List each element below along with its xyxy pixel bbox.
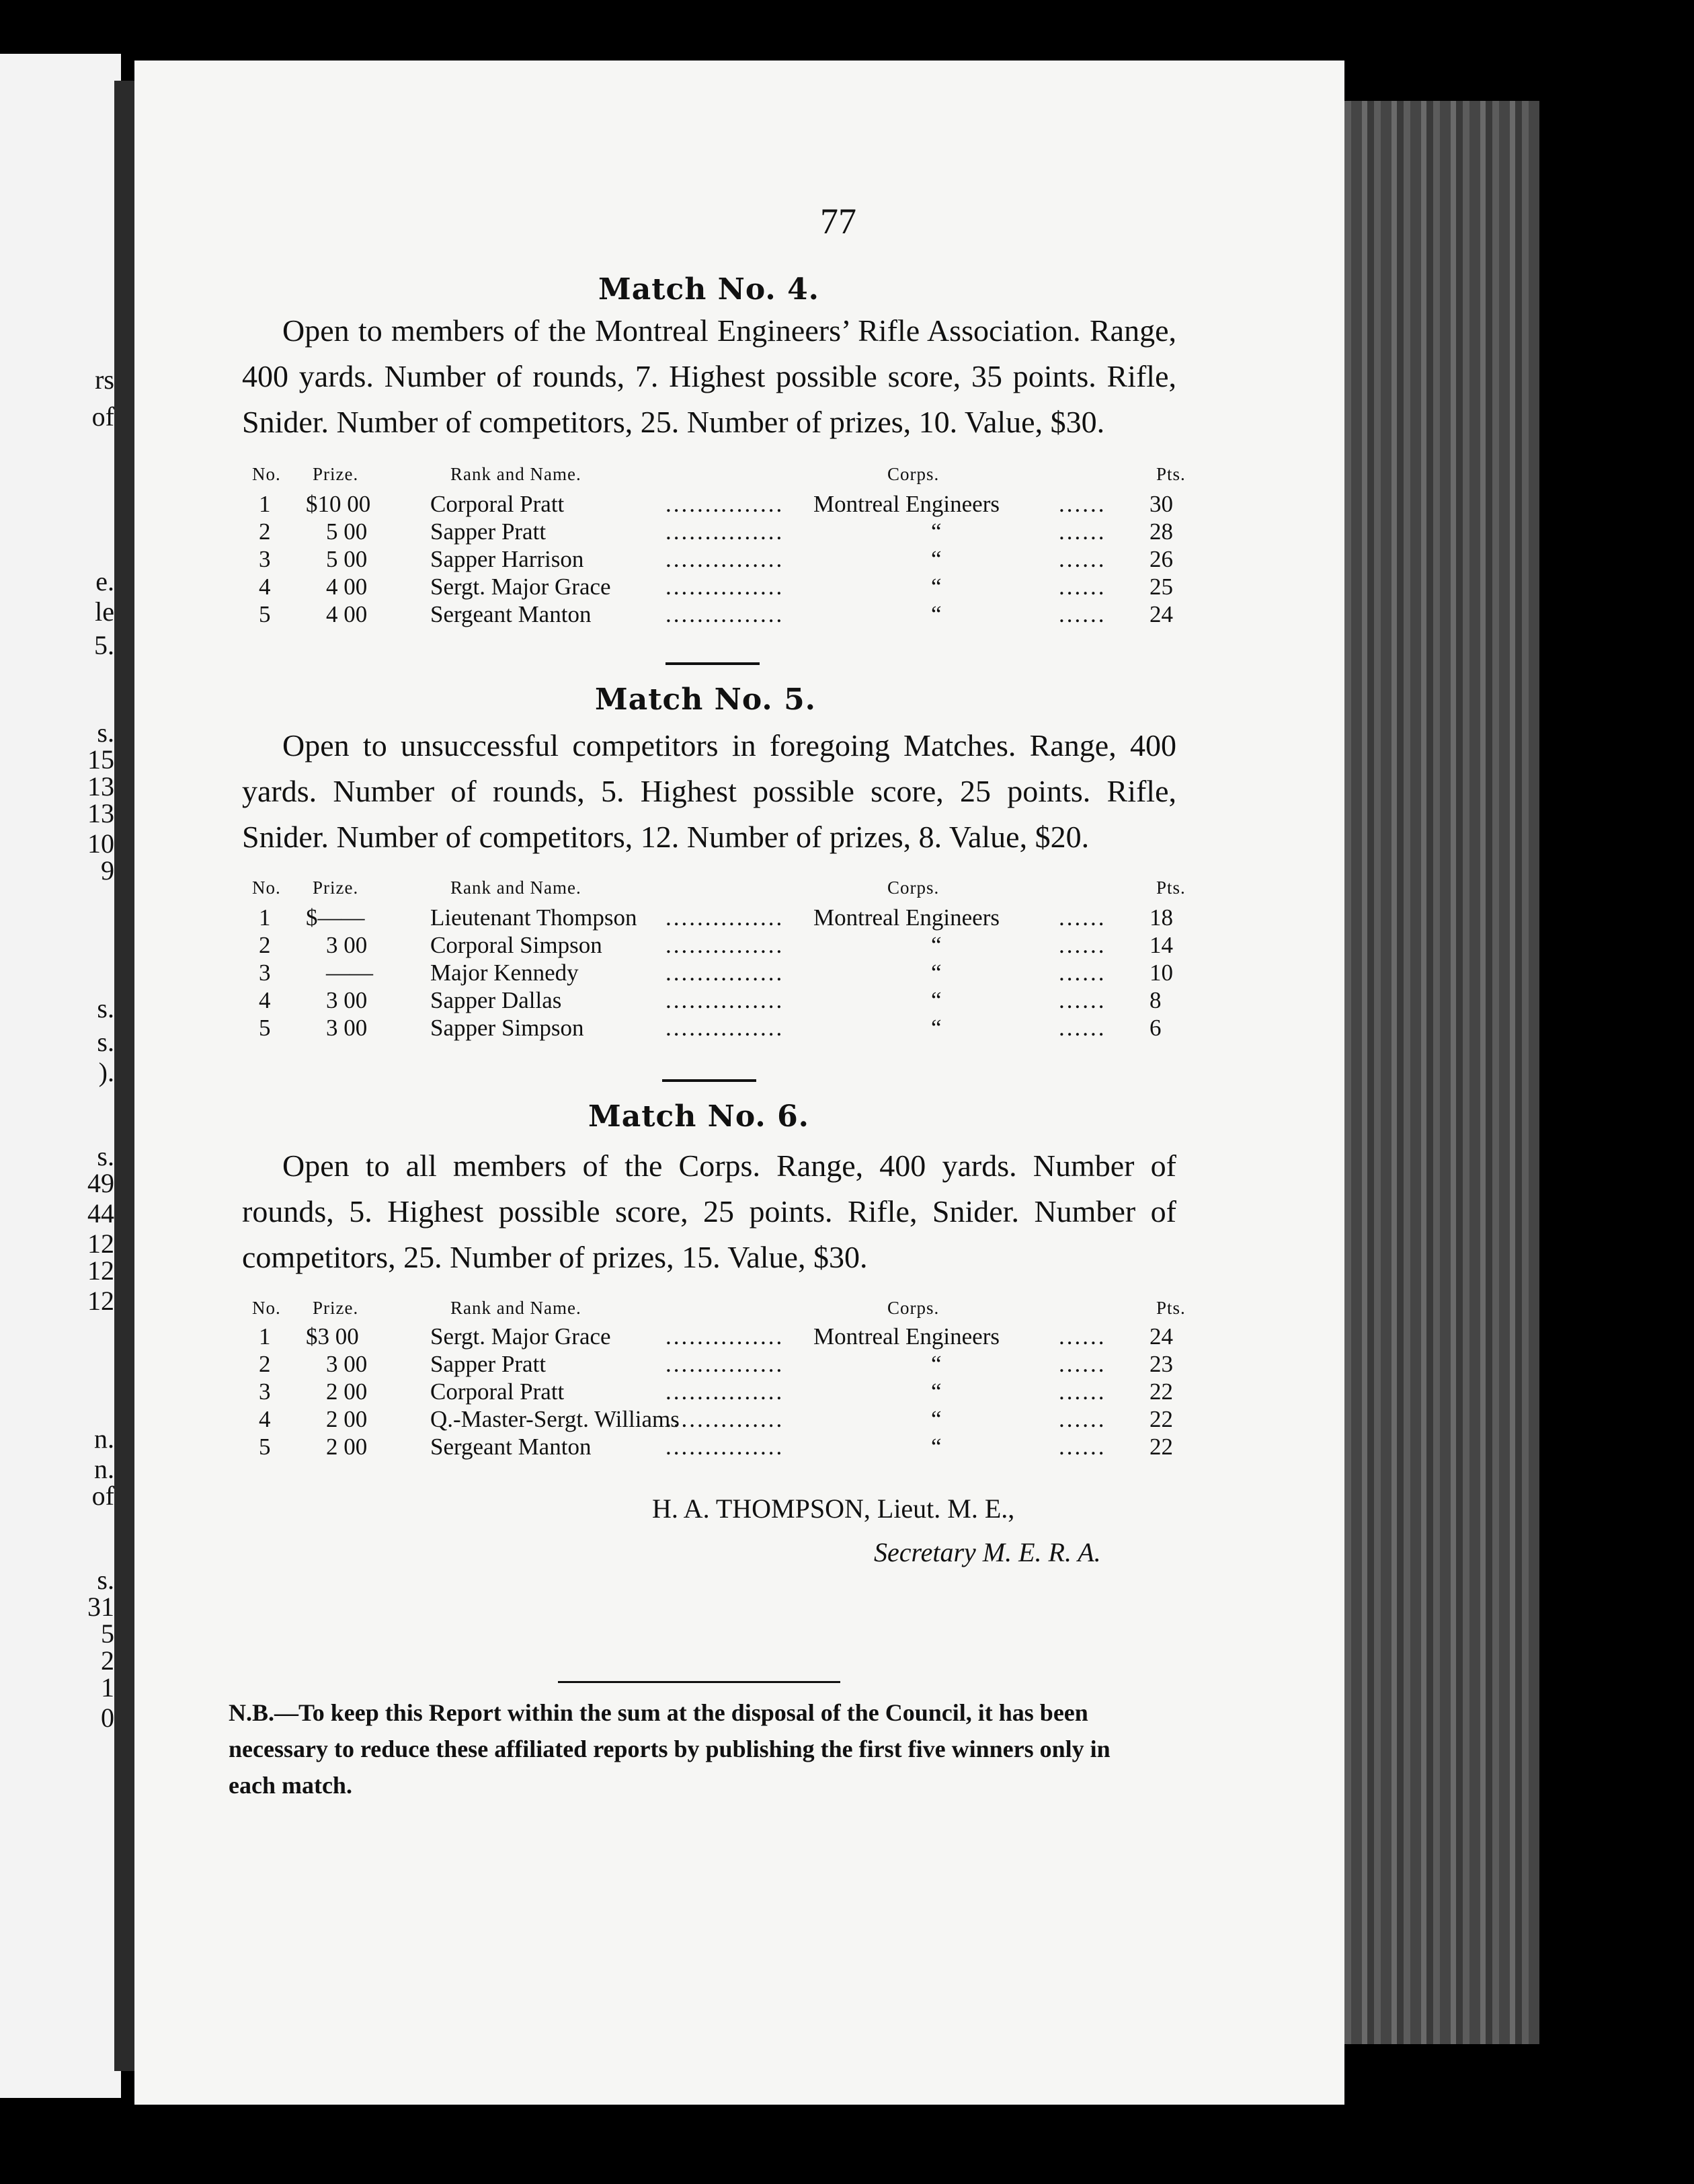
leader-dots: ............... (666, 960, 784, 986)
row-no: 5 (259, 601, 271, 627)
row-name: Sergt. Major Grace (430, 574, 611, 600)
row-corps: “ (931, 1406, 942, 1432)
leader-dots: ............... (666, 491, 784, 517)
facing-page-fragment: e. (95, 566, 114, 596)
row-prize: $—— (306, 904, 365, 931)
match-description: Open to all members of the Corps. Range, 400 yards. Number of rounds, 5. Highest possible score, 25 points. Rifle, Snider. Number of competitors, 25. Number of prizes, 15. Value, $30. (242, 1148, 1176, 1274)
row-no: 2 (259, 1351, 271, 1377)
facing-page-fragment: 12 (87, 1255, 114, 1286)
row-corps: “ (931, 960, 942, 986)
match-description: Open to unsuccessful competitors in foregoing Matches. Range, 400 yards. Number of rounds, 5. Highest possible score, 25 points. Rifle, Snider. Number of competitors, 12. Number of prizes, 8. Value, $20. (242, 728, 1176, 854)
row-corps: “ (931, 932, 942, 958)
row-prize: $3 00 (306, 1323, 359, 1350)
facing-page-fragment: of (91, 401, 114, 432)
facing-page-fragment: s. (97, 717, 114, 748)
header-rank-name: Rank and Name. (450, 1298, 581, 1318)
header-pts: Pts. (1156, 878, 1186, 898)
row-pts: 22 (1150, 1378, 1173, 1405)
facing-page-fragment: 12 (87, 1228, 114, 1259)
leader-dots: ...... (1059, 574, 1106, 600)
leader-dots: ...... (1059, 1015, 1106, 1041)
row-corps: Montreal Engineers (813, 904, 1000, 931)
facing-page-fragment: 12 (87, 1286, 114, 1316)
leader-dots: ...... (1059, 1323, 1106, 1350)
facing-page-fragment: 13 (87, 771, 114, 802)
row-prize: 3 00 (326, 1351, 368, 1377)
row-corps: “ (931, 1434, 942, 1460)
leader-dots: ............... (666, 904, 784, 931)
row-name: Major Kennedy (430, 960, 579, 986)
facing-page-fragment: s. (97, 993, 114, 1023)
row-pts: 14 (1150, 932, 1173, 958)
row-pts: 10 (1150, 960, 1173, 986)
leader-dots: ...... (1059, 987, 1106, 1013)
row-pts: 30 (1150, 491, 1173, 517)
row-prize: 3 00 (326, 1015, 368, 1041)
row-name: Sergeant Manton (430, 601, 592, 627)
facing-page-fragment: 44 (87, 1198, 114, 1228)
row-no: 1 (259, 1323, 271, 1350)
header-corps: Corps. (887, 878, 940, 898)
header-prize: Prize. (313, 1298, 359, 1318)
row-name: Sapper Dallas (430, 987, 562, 1013)
facing-page-fragment: ). (98, 1057, 114, 1087)
row-prize: 5 00 (326, 546, 368, 572)
document-page (134, 61, 1344, 2105)
leader-dots: ............... (666, 601, 784, 627)
leader-dots: ............... (666, 1406, 784, 1432)
leader-dots: ............... (666, 546, 784, 572)
row-corps: “ (931, 518, 942, 545)
row-no: 5 (259, 1434, 271, 1460)
row-pts: 24 (1150, 1323, 1173, 1350)
leader-dots: ...... (1059, 1434, 1106, 1460)
row-name: Sapper Pratt (430, 1351, 547, 1377)
row-prize: 2 00 (326, 1378, 368, 1405)
row-prize: 2 00 (326, 1434, 368, 1460)
facing-page-fragment: n. (94, 1424, 114, 1454)
leader-dots: ...... (1059, 1378, 1106, 1405)
leader-dots: ...... (1059, 491, 1106, 517)
facing-page-fragment: 5. (94, 630, 114, 660)
leader-dots: ...... (1059, 904, 1106, 931)
row-corps: “ (931, 1015, 942, 1041)
row-pts: 18 (1150, 904, 1173, 931)
row-pts: 22 (1150, 1434, 1173, 1460)
row-name: Sergeant Manton (430, 1434, 592, 1460)
leader-dots: ............... (666, 1351, 784, 1377)
facing-page-fragment: le (95, 596, 114, 627)
row-pts: 22 (1150, 1406, 1173, 1432)
header-prize: Prize. (313, 464, 359, 484)
row-corps: Montreal Engineers (813, 491, 1000, 517)
row-name: Sapper Harrison (430, 546, 584, 572)
facing-page-fragment: 13 (87, 798, 114, 828)
facing-page-fragment: 15 (87, 744, 114, 775)
row-corps: “ (931, 1351, 942, 1377)
leader-dots: ...... (1059, 932, 1106, 958)
leader-dots: ...... (1059, 518, 1106, 545)
header-pts: Pts. (1156, 1298, 1186, 1318)
header-prize: Prize. (313, 878, 359, 898)
facing-page-fragment: 49 (87, 1168, 114, 1198)
row-no: 1 (259, 491, 271, 517)
facing-page-fragment: n. (94, 1454, 114, 1484)
footnote: N.B.—To keep this Report within the sum at the disposal of the Council, it has been necessary to reduce these affiliated reports by publishing the first five winners only in each match. (229, 1699, 1111, 1799)
row-corps: “ (931, 546, 942, 572)
leader-dots: ............... (666, 1015, 784, 1041)
facing-page-fragment: 10 (87, 828, 114, 859)
row-pts: 23 (1150, 1351, 1173, 1377)
facing-page-fragment: s. (97, 1027, 114, 1057)
leader-dots: ...... (1059, 546, 1106, 572)
row-pts: 25 (1150, 574, 1173, 600)
page-number: 77 (820, 201, 856, 241)
leader-dots: ............... (666, 987, 784, 1013)
row-no: 4 (259, 574, 271, 600)
row-prize: $10 00 (306, 491, 371, 517)
row-name: Corporal Pratt (430, 491, 565, 517)
row-no: 3 (259, 1378, 271, 1405)
header-no: No. (252, 878, 281, 898)
leader-dots: ............... (666, 932, 784, 958)
row-pts: 24 (1150, 601, 1173, 627)
row-prize: 5 00 (326, 518, 368, 545)
leader-dots: ............... (666, 1323, 784, 1350)
row-prize: —— (326, 960, 373, 986)
header-no: No. (252, 464, 281, 484)
header-rank-name: Rank and Name. (450, 878, 581, 898)
row-prize: 4 00 (326, 574, 368, 600)
row-no: 2 (259, 518, 271, 545)
row-no: 4 (259, 1406, 271, 1432)
row-no: 2 (259, 932, 271, 958)
row-prize: 4 00 (326, 601, 368, 627)
row-no: 5 (259, 1015, 271, 1041)
facing-page-fragment: 2 (101, 1645, 114, 1676)
row-prize: 3 00 (326, 987, 368, 1013)
leader-dots: ............... (666, 574, 784, 600)
match-title: Match No. 5. (595, 682, 817, 717)
header-no: No. (252, 1298, 281, 1318)
leader-dots: ...... (1059, 1406, 1106, 1432)
facing-page-fragment: of (91, 1481, 114, 1511)
match-title: Match No. 4. (598, 272, 820, 307)
leader-dots: ............... (666, 518, 784, 545)
divider-rule (558, 1681, 840, 1683)
leader-dots: ............... (666, 1378, 784, 1405)
header-corps: Corps. (887, 1298, 940, 1318)
row-pts: 26 (1150, 546, 1173, 572)
signature-title: Secretary M. E. R. A. (874, 1537, 1101, 1567)
section-rule (666, 662, 760, 665)
facing-page-fragment: 31 (87, 1592, 114, 1622)
row-no: 3 (259, 546, 271, 572)
facing-page-fragment: rs (95, 364, 114, 395)
leader-dots: ...... (1059, 1351, 1106, 1377)
match-description: Open to members of the Montreal Engineers’ Rifle Association. Range, 400 yards. Number of rounds, 7. Highest possible score, 35 points. Rifle, Snider. Number of competitors, 25. Number of prizes, 10. Value, $30. (242, 313, 1176, 439)
row-corps: Montreal Engineers (813, 1323, 1000, 1350)
row-name: Sapper Simpson (430, 1015, 584, 1041)
row-name: Sapper Pratt (430, 518, 547, 545)
row-corps: “ (931, 574, 942, 600)
facing-page-fragment: 5 (101, 1618, 114, 1649)
leader-dots: ...... (1059, 960, 1106, 986)
row-pts: 8 (1150, 987, 1162, 1013)
facing-page-fragment: s. (97, 1141, 114, 1171)
page-block-edge (1338, 101, 1539, 2044)
row-name: Lieutenant Thompson (430, 904, 637, 931)
row-pts: 6 (1150, 1015, 1162, 1041)
row-corps: “ (931, 1378, 942, 1405)
row-prize: 2 00 (326, 1406, 368, 1432)
row-name: Sergt. Major Grace (430, 1323, 611, 1350)
row-name: Q.-Master-Sergt. Williams (430, 1406, 680, 1432)
signature-name: H. A. THOMPSON, Lieut. M. E., (652, 1493, 1015, 1524)
row-name: Corporal Pratt (430, 1378, 565, 1405)
facing-page-fragment: s. (97, 1565, 114, 1595)
row-no: 4 (259, 987, 271, 1013)
row-name: Corporal Simpson (430, 932, 602, 958)
header-pts: Pts. (1156, 464, 1186, 484)
leader-dots: ............... (666, 1434, 784, 1460)
header-corps: Corps. (887, 464, 940, 484)
row-pts: 28 (1150, 518, 1173, 545)
header-rank-name: Rank and Name. (450, 464, 581, 484)
row-corps: “ (931, 987, 942, 1013)
facing-page-fragment: 9 (101, 855, 114, 886)
row-corps: “ (931, 601, 942, 627)
facing-page-fragment: 1 (101, 1672, 114, 1703)
section-rule (662, 1079, 756, 1082)
facing-page-edge (0, 54, 121, 2098)
match-title: Match No. 6. (588, 1099, 810, 1134)
facing-page-fragment: 0 (101, 1703, 114, 1733)
row-no: 3 (259, 960, 271, 986)
row-no: 1 (259, 904, 271, 931)
row-prize: 3 00 (326, 932, 368, 958)
leader-dots: ...... (1059, 601, 1106, 627)
